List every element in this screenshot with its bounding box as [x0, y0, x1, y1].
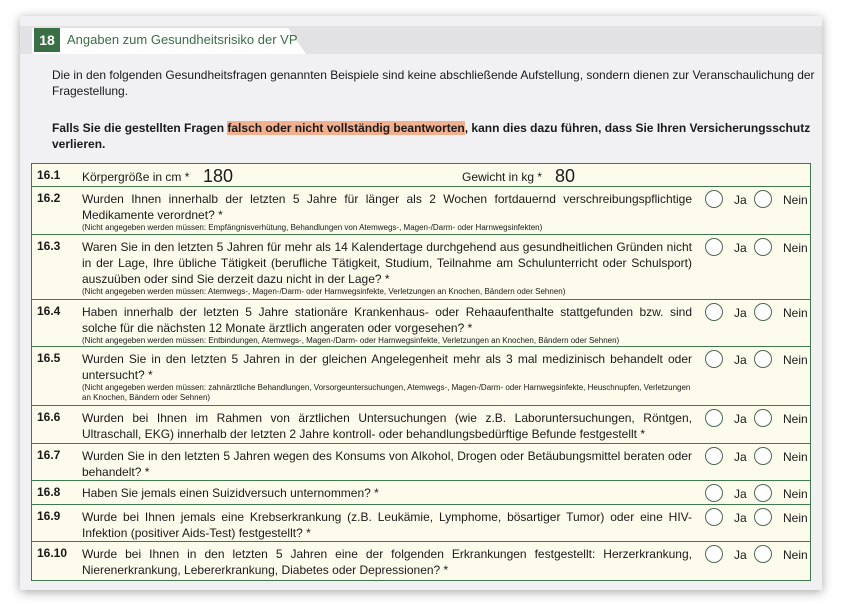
nein-label: Nein — [783, 193, 808, 207]
question-note: (Nicht angegeben werden müssen: Empfängnisverhütung, Behandlungen von Atemwegs-, Magen-/Darm- oder Harnwegsinfekten) — [82, 223, 543, 232]
nein-label: Nein — [783, 511, 808, 525]
nein-radio[interactable] — [754, 350, 772, 368]
question-text — [82, 351, 692, 403]
question-text-main: Waren Sie in den letzten 5 Jahren für mehr als 14 Kalendertage durchgehend aus gesundheitlichen Gründen nicht in der Lage, Ihre übliche Tätigkeit (berufliche Tätigkeit, Studium, Teilnahme am Schulunterricht oder Schulsport) auszuüben oder sind Sie derzeit dazu nicht in der Lage? * — [82, 240, 692, 286]
ja-label: Ja — [734, 353, 747, 367]
height-label: Körpergröße in cm * — [82, 170, 190, 184]
height-value[interactable]: 180 — [203, 166, 234, 186]
question-row-16-7 — [32, 444, 810, 481]
question-number: 16.5 — [37, 351, 61, 365]
nein-radio[interactable] — [754, 409, 772, 427]
nein-label: Nein — [783, 487, 808, 501]
intro-text: Die in den folgenden Gesundheitsfragen genannten Beispiele sind keine abschließende Aufstellung, sondern dienen zur Veranschaulichung der Fragestellung. — [52, 68, 815, 98]
ja-label: Ja — [734, 193, 747, 207]
weight-value[interactable]: 80 — [555, 166, 576, 186]
question-text-main: Haben innerhalb der letzten 5 Jahre stationäre Krankenhaus- oder Rehaaufenthalte stattgefunden bzw. sind solche für die nächsten 12 Monate ärztlich angeraten oder vorgesehen? * — [82, 305, 692, 335]
ja-label: Ja — [734, 412, 747, 426]
question-note: (Nicht angegeben werden müssen: zahnärztliche Behandlungen, Vorsorgeuntersuchungen, Atemwegs-, Magen-/Darm- oder Harnwegsinfekte, Heuschnupfen, Verletzungen an Knochen, Bändern oder Sehnen) — [82, 383, 691, 402]
ja-radio[interactable] — [705, 508, 723, 526]
ja-radio[interactable] — [705, 409, 723, 427]
question-row-16-9 — [32, 505, 810, 542]
warning-text-after: , kann dies dazu führen, dass Sie Ihren Versicherungsschutz verlieren. — [52, 121, 811, 151]
nein-radio[interactable] — [754, 508, 772, 526]
nein-label: Nein — [783, 241, 808, 255]
question-row-16-10 — [32, 542, 810, 580]
question-text-main: Wurden Ihnen innerhalb der letzten 5 Jahre für länger als 2 Wochen fortdauernd verschreibungspflichtige Medikamente verordnet? * — [82, 192, 692, 222]
question-text — [82, 546, 692, 578]
question-text — [82, 304, 692, 346]
question-number: 16.6 — [37, 410, 61, 424]
question-text-main: Wurden bei Ihnen im Rahmen von ärztlichen Untersuchungen (wie z.B. Laboruntersuchungen, Röntgen, Ultraschall, EKG) innerhalb der letzten 2 Jahre kontroll- oder behandlungsbedürftige Befunde festgestellt * — [82, 411, 692, 441]
nein-radio[interactable] — [754, 190, 772, 208]
section-header — [20, 16, 822, 54]
nein-radio[interactable] — [754, 484, 772, 502]
warning-highlight: falsch oder nicht vollständig beantworten — [227, 121, 465, 135]
question-text — [82, 191, 692, 233]
question-text-main: Wurden Sie in den letzten 5 Jahren in der gleichen Angelegenheit mehr als 3 mal medizinisch behandelt oder untersucht? * — [82, 352, 692, 382]
section-title: Angaben zum Gesundheitsrisiko der VP — [67, 32, 298, 47]
ja-radio[interactable] — [705, 190, 723, 208]
questions-table — [31, 163, 811, 581]
question-number: 16.9 — [37, 509, 61, 523]
ja-label: Ja — [734, 511, 747, 525]
question-text — [82, 485, 692, 501]
health-questionnaire-page — [20, 16, 822, 590]
question-row-16-6 — [32, 406, 810, 444]
question-number: 16.10 — [37, 546, 68, 560]
nein-label: Nein — [783, 412, 808, 426]
question-text — [82, 448, 692, 480]
warning-text-before: Falls Sie die gestellten Fragen — [52, 121, 228, 135]
nein-radio[interactable] — [754, 303, 772, 321]
question-note: (Nicht angegeben werden müssen: Atemwegs-, Magen-/Darm- oder Harnwegsinfekte, Verletzungen an Knochen, Bändern oder Sehnen) — [82, 287, 566, 296]
question-text — [82, 239, 692, 297]
question-number: 16.2 — [37, 191, 61, 205]
nein-label: Nein — [783, 353, 808, 367]
ja-radio[interactable] — [705, 545, 723, 563]
ja-radio[interactable] — [705, 303, 723, 321]
weight-label: Gewicht in kg * — [462, 170, 543, 184]
ja-radio[interactable] — [705, 484, 723, 502]
ja-label: Ja — [734, 306, 747, 320]
nein-label: Nein — [783, 450, 808, 464]
nein-radio[interactable] — [754, 238, 772, 256]
question-row-16-8 — [32, 481, 810, 505]
nein-radio[interactable] — [754, 545, 772, 563]
nein-label: Nein — [783, 306, 808, 320]
question-row-16-2 — [32, 187, 810, 235]
question-text — [82, 410, 692, 442]
ja-label: Ja — [734, 241, 747, 255]
question-number: 16.3 — [37, 239, 61, 253]
question-text — [82, 509, 692, 541]
question-row-16-4 — [32, 300, 810, 347]
question-row-16-1 — [32, 164, 810, 187]
question-text-main: Haben Sie jemals einen Suizidversuch unternommen? * — [82, 486, 379, 500]
question-text-main: Wurde bei Ihnen in den letzten 5 Jahren eine der folgenden Erkrankungen festgestellt: Herzerkrankung, Nierenerkrankung, Lebererkrankung, Diabetes oder Depressionen? * — [82, 547, 692, 577]
nein-radio[interactable] — [754, 447, 772, 465]
question-row-16-3 — [32, 235, 810, 300]
ja-radio[interactable] — [705, 238, 723, 256]
warning-text — [52, 120, 820, 152]
section-number: 18 — [34, 28, 60, 52]
ja-radio[interactable] — [705, 350, 723, 368]
question-text-main: Wurden Sie in den letzten 5 Jahren wegen des Konsums von Alkohol, Drogen oder Betäubungsmittel beraten oder behandelt? * — [82, 449, 692, 479]
question-number: 16.8 — [37, 485, 61, 499]
question-number: 16.7 — [37, 448, 61, 462]
nein-label: Nein — [783, 548, 808, 562]
ja-label: Ja — [734, 548, 747, 562]
ja-radio[interactable] — [705, 447, 723, 465]
question-number: 16.1 — [37, 168, 61, 182]
question-text-main: Wurde bei Ihnen jemals eine Krebserkrankung (z.B. Leukämie, Lymphome, bösartiger Tumor) oder eine HIV-Infektion (positiver Aids-Test) festgestellt? * — [82, 510, 692, 540]
ja-label: Ja — [734, 450, 747, 464]
ja-label: Ja — [734, 487, 747, 501]
question-row-16-5 — [32, 347, 810, 406]
question-number: 16.4 — [37, 304, 61, 318]
question-note: (Nicht angegeben werden müssen: Entbindungen, Atemwegs-, Magen-/Darm- oder Harnwegsinfekte, Verletzungen an Knochen, Bändern oder Sehnen) — [82, 336, 620, 345]
